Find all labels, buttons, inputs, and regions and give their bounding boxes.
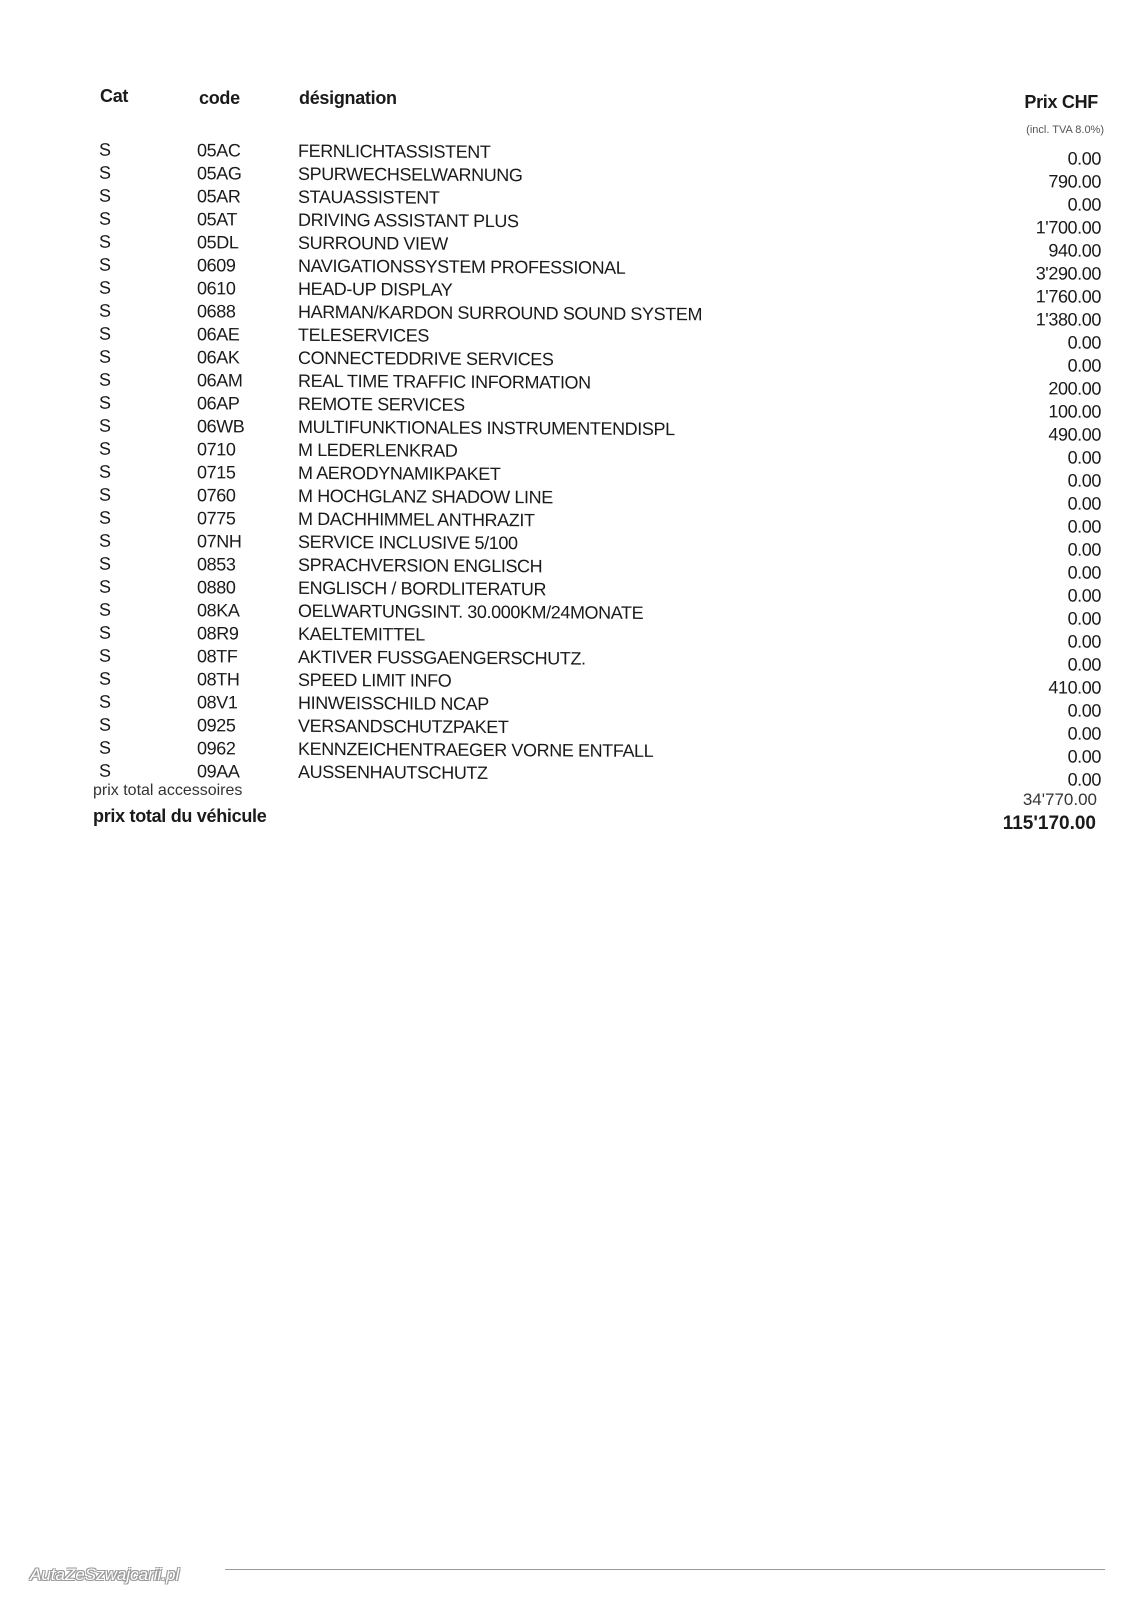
option-code: 0760 (197, 485, 236, 506)
option-price: 0.00 (1067, 470, 1101, 491)
watermark: AutaZeSzwajcarii.pl (30, 1565, 180, 1584)
option-designation: CONNECTEDDRIVE SERVICES (298, 347, 554, 370)
option-code: 0853 (197, 554, 236, 575)
header-price: Prix CHF (1024, 92, 1098, 112)
total-vehicle-label: prix total du véhicule (93, 806, 267, 826)
option-price: 0.00 (1067, 723, 1101, 744)
option-cat: S (99, 507, 111, 528)
option-cat: S (99, 185, 111, 206)
option-code: 06AP (197, 393, 240, 414)
option-designation: TELESERVICES (298, 324, 429, 346)
option-cat: S (99, 668, 111, 689)
option-designation: AUSSENHAUTSCHUTZ (298, 761, 488, 783)
option-code: 07NH (197, 531, 242, 552)
option-cat: S (99, 530, 111, 551)
option-designation: SERVICE INCLUSIVE 5/100 (298, 531, 518, 554)
option-code: 06AK (197, 347, 240, 368)
option-price: 0.00 (1067, 654, 1101, 675)
option-designation: OELWARTUNGSINT. 30.000KM/24MONATE (298, 600, 644, 623)
option-price: 1'700.00 (1035, 217, 1101, 238)
option-price: 790.00 (1048, 171, 1101, 192)
option-code: 0880 (197, 577, 236, 598)
option-price: 0.00 (1067, 631, 1101, 652)
option-price: 0.00 (1067, 746, 1101, 767)
option-price: 1'380.00 (1035, 309, 1101, 330)
option-cat: S (99, 438, 111, 459)
option-price: 0.00 (1067, 700, 1101, 721)
tva-note: (incl. TVA 8.0%) (1026, 124, 1104, 136)
option-code: 0609 (197, 255, 236, 276)
option-code: 0775 (197, 508, 236, 529)
option-price: 0.00 (1067, 585, 1101, 606)
option-designation: SURROUND VIEW (298, 232, 448, 254)
option-designation: STAUASSISTENT (298, 186, 440, 208)
option-code: 08V1 (197, 692, 238, 713)
option-cat: S (99, 208, 111, 229)
option-cat: S (99, 415, 111, 436)
option-code: 0610 (197, 278, 236, 299)
header-code: code (199, 88, 240, 108)
option-code: 08TF (197, 646, 238, 667)
option-code: 05AC (197, 140, 241, 161)
option-designation: DRIVING ASSISTANT PLUS (298, 209, 519, 232)
option-price: 0.00 (1067, 516, 1101, 537)
option-cat: S (99, 599, 111, 620)
option-code: 06AM (197, 370, 243, 391)
option-designation: FERNLICHTASSISTENT (298, 140, 491, 162)
option-price: 410.00 (1048, 677, 1101, 698)
total-accessories-value: 34'770.00 (1022, 790, 1097, 809)
option-code: 0925 (197, 715, 236, 736)
option-cat: S (99, 553, 111, 574)
option-price: 3'290.00 (1035, 263, 1101, 284)
option-price: 0.00 (1067, 539, 1101, 560)
header-designation: désignation (299, 88, 397, 108)
option-designation: M AERODYNAMIKPAKET (298, 462, 501, 485)
total-vehicle-value: 115'170.00 (1002, 813, 1096, 834)
option-price: 0.00 (1067, 148, 1101, 169)
option-designation: SPRACHVERSION ENGLISCH (298, 554, 543, 577)
option-code: 0715 (197, 462, 236, 483)
option-cat: S (99, 231, 111, 252)
total-accessories-label: prix total accessoires (93, 782, 243, 799)
option-price: 200.00 (1048, 378, 1101, 399)
option-cat: S (99, 760, 111, 781)
option-cat: S (99, 484, 111, 505)
option-price: 1'760.00 (1035, 286, 1101, 307)
option-designation: HINWEISSCHILD NCAP (298, 692, 489, 714)
option-code: 06AE (197, 324, 240, 345)
option-price: 100.00 (1048, 401, 1101, 422)
option-cat: S (99, 300, 111, 321)
option-designation: ENGLISCH / BORDLITERATUR (298, 577, 547, 600)
option-price: 0.00 (1067, 769, 1101, 790)
option-designation: MULTIFUNKTIONALES INSTRUMENTENDISPL (298, 416, 675, 440)
option-designation: NAVIGATIONSSYSTEM PROFESSIONAL (298, 255, 626, 278)
option-designation: M DACHHIMMEL ANTHRAZIT (298, 508, 535, 531)
option-designation: AKTIVER FUSSGAENGERSCHUTZ. (298, 646, 586, 669)
option-cat: S (99, 392, 111, 413)
option-cat: S (99, 691, 111, 712)
option-code: 05AT (197, 209, 238, 230)
option-designation: M LEDERLENKRAD (298, 439, 458, 461)
option-designation: HARMAN/KARDON SURROUND SOUND SYSTEM (298, 301, 703, 325)
option-cat: S (99, 622, 111, 643)
option-designation: SPEED LIMIT INFO (298, 669, 452, 691)
option-designation: M HOCHGLANZ SHADOW LINE (298, 485, 553, 508)
footer-rule (225, 1569, 1105, 1570)
option-price: 0.00 (1067, 562, 1101, 583)
option-price: 0.00 (1067, 355, 1101, 376)
option-price: 0.00 (1067, 493, 1101, 514)
option-cat: S (99, 162, 111, 183)
option-designation: HEAD-UP DISPLAY (298, 278, 453, 300)
option-price: 0.00 (1067, 447, 1101, 468)
option-list (0, 138, 1131, 790)
option-code: 0688 (197, 301, 236, 322)
option-cat: S (99, 576, 111, 597)
option-designation: KAELTEMITTEL (298, 623, 425, 645)
option-price: 490.00 (1048, 424, 1101, 445)
header-cat: Cat (100, 86, 129, 106)
option-cat: S (99, 254, 111, 275)
option-code: 05DL (197, 232, 239, 253)
option-cat: S (99, 369, 111, 390)
option-designation: KENNZEICHENTRAEGER VORNE ENTFALL (298, 738, 654, 761)
option-code: 05AR (197, 186, 241, 207)
option-code: 06WB (197, 416, 245, 437)
option-cat: S (99, 461, 111, 482)
option-price: 0.00 (1067, 608, 1101, 629)
option-designation: REMOTE SERVICES (298, 393, 465, 415)
option-cat: S (99, 277, 111, 298)
option-price: 940.00 (1048, 240, 1101, 261)
option-code: 0962 (197, 738, 236, 759)
option-code: 0710 (197, 439, 236, 460)
option-designation: SPURWECHSELWARNUNG (298, 163, 523, 186)
option-cat: S (99, 737, 111, 758)
option-code: 08R9 (197, 623, 239, 644)
option-cat: S (99, 139, 111, 160)
option-cat: S (99, 346, 111, 367)
option-cat: S (99, 714, 111, 735)
option-code: 05AG (197, 163, 242, 184)
option-price: 0.00 (1067, 194, 1101, 215)
option-cat: S (99, 645, 111, 666)
option-designation: VERSANDSCHUTZPAKET (298, 715, 509, 738)
option-designation: REAL TIME TRAFFIC INFORMATION (298, 370, 591, 393)
option-code: 08TH (197, 669, 240, 690)
option-cat: S (99, 323, 111, 344)
option-code: 09AA (197, 761, 240, 782)
option-price: 0.00 (1067, 332, 1101, 353)
option-code: 08KA (197, 600, 240, 621)
